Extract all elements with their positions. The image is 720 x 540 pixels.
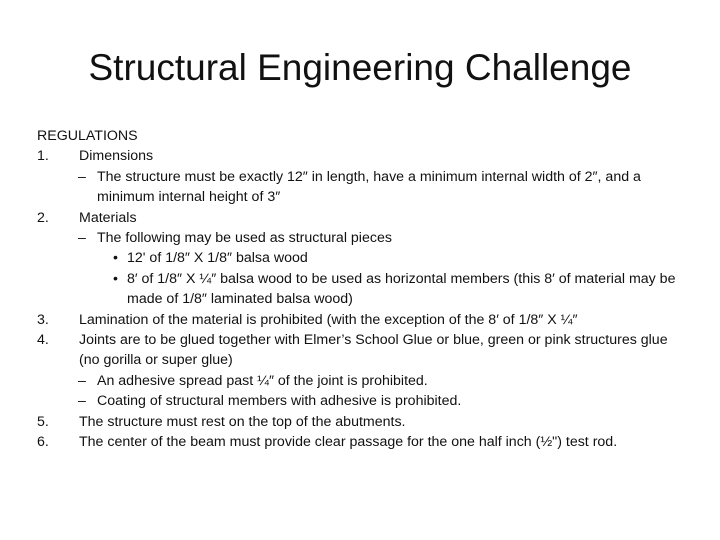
- item-text: Lamination of the material is prohibited (with the exception of the 8′ of 1/8″ X ¼″: [79, 311, 578, 328]
- item-number: 1.: [37, 148, 49, 165]
- bullet-item-text: 8′ of 1/8″ X ¼″ balsa wood to be used as horizontal members (this 8′ of material may be made of 1/8″ laminated balsa wood): [127, 270, 676, 308]
- sub-item: [37, 371, 687, 391]
- item-text: The center of the beam must provide clear passage for the one half inch (½") test rod.: [79, 434, 618, 451]
- item-text: Dimensions: [79, 148, 154, 165]
- list-item-4: [37, 330, 687, 371]
- bullet-item-text: 12' of 1/8″ X 1/8″ balsa wood: [127, 250, 308, 267]
- list-item-5: [37, 412, 687, 432]
- dash-bullet-icon: –: [78, 393, 86, 410]
- slide-title: Structural Engineering Challenge: [88, 47, 632, 88]
- item-number: 3.: [37, 311, 49, 328]
- sub-item-text: An adhesive spread past ¼″ of the joint is prohibited.: [97, 372, 428, 389]
- sub-item: [37, 167, 687, 208]
- bullet-item: [37, 269, 687, 310]
- bullet-item: [37, 248, 687, 268]
- sub-item: [37, 228, 687, 248]
- dash-bullet-icon: –: [78, 372, 86, 389]
- item-text: Materials: [79, 209, 137, 226]
- sub-item-text: The structure must be exactly 12″ in length, have a minimum internal width of 2″, and a minimum internal height of 3″: [97, 168, 641, 206]
- item-number: 6.: [37, 434, 49, 451]
- list-item-3: [37, 310, 687, 330]
- regulations-heading: REGULATIONS: [37, 128, 138, 144]
- list-item-6: [37, 432, 687, 452]
- item-text: The structure must rest on the top of the abutments.: [79, 413, 406, 430]
- bullet-icon: •: [113, 250, 118, 267]
- list-item-1: [37, 146, 687, 166]
- dash-bullet-icon: –: [78, 168, 86, 185]
- bullet-icon: •: [113, 270, 118, 287]
- slide-body: [37, 126, 687, 453]
- list-item-2: [37, 208, 687, 228]
- item-number: 4.: [37, 332, 49, 349]
- sub-item-text: The following may be used as structural pieces: [97, 230, 392, 247]
- item-text: Joints are to be glued together with Elmer’s School Glue or blue, green or pink structures glue (no gorilla or super glue): [79, 332, 668, 369]
- sub-item: [37, 391, 687, 411]
- item-number: 5.: [37, 413, 49, 430]
- dash-bullet-icon: –: [78, 230, 86, 247]
- item-number: 2.: [37, 209, 49, 226]
- sub-item-text: Coating of structural members with adhesive is prohibited.: [97, 393, 462, 410]
